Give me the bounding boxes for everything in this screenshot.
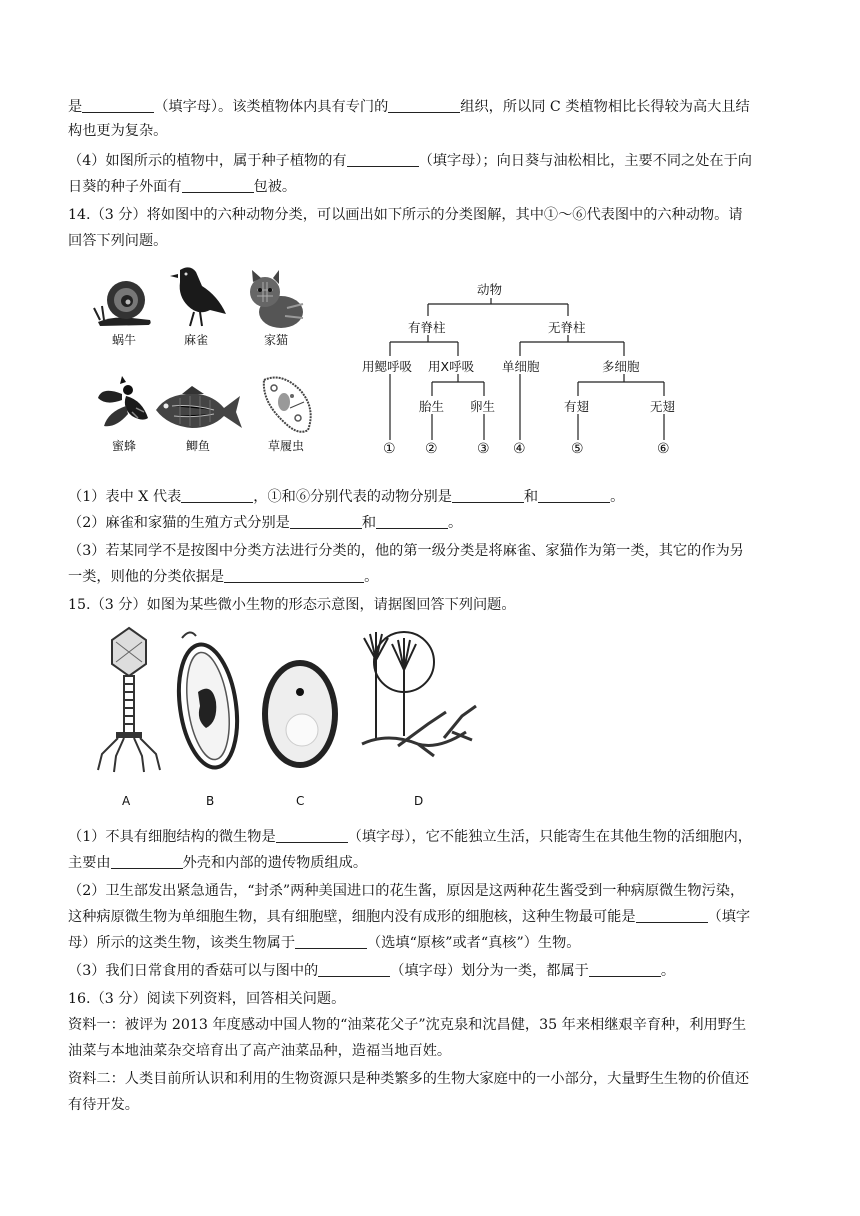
q16-intro: 16.（3 分）阅读下列资料，回答相关问题。 [68,991,346,1007]
cat-item [238,268,314,348]
q13-sub4-line-1: （4）如图所示的植物中，属于种子植物的有 （填字母）；向日葵与油松相比，主要不同之处在于向 [68,153,752,169]
cat-icon [243,268,309,332]
classification-tree [350,276,690,466]
microbe-label: A [122,794,131,808]
tree-wingless: 无翅 [650,399,676,414]
q15-sub1-line-2: 主要由 外壳和内部的遗传物质组成。 [68,855,368,871]
tree-leaf: ① [383,441,396,457]
answer-blank[interactable] [295,933,367,949]
tree-multicellular: 多细胞 [602,359,640,374]
answer-blank[interactable] [276,827,348,843]
answer-blank[interactable] [82,97,154,113]
answer-blank[interactable] [636,907,708,923]
answer-blank[interactable] [347,151,419,167]
snail-icon [92,270,156,332]
tree-vertebrate: 有脊柱 [408,320,446,335]
animal-label: 鲫鱼 [185,439,210,453]
microbe-d [358,620,488,806]
q13-line-2: 构也更为复杂。 [68,123,168,139]
paramecium-item [246,372,326,454]
answer-blank[interactable] [181,487,253,503]
answer-blank[interactable] [318,961,390,977]
tree-leaf: ⑥ [657,441,670,457]
answer-blank[interactable] [182,177,254,193]
answer-blank[interactable] [388,97,460,113]
q15-intro: 15.（3 分）如图为某些微小生物的形态示意图，请据图回答下列问题。 [68,597,516,613]
q14-intro-line-2: 回答下列问题。 [68,233,168,249]
carp-item [152,384,244,454]
q15-sub3: （3）我们日常食用的香菇可以与图中的 （填字母）划分为一类，都属于 。 [68,963,676,979]
q14-sub2: （2）麻雀和家猫的生殖方式分别是 和 。 [68,515,463,531]
answer-blank[interactable] [589,961,661,977]
tree-oviparous: 卵生 [470,399,496,414]
sparrow-item [158,260,234,348]
paramecium-icon [254,372,318,438]
tree-leaf: ③ [477,441,490,457]
microbe-figure [88,620,488,810]
answer-blank[interactable] [290,513,362,529]
answer-blank[interactable] [111,853,183,869]
bee-item [86,372,162,454]
yeast-icon [256,626,346,776]
q16-material2-line-2: 有待开发。 [68,1097,139,1113]
answer-blank[interactable] [538,487,610,503]
microbe-label: C [296,794,305,808]
microbe-label: D [414,794,424,808]
tree-gill-breathing: 用鳃呼吸 [362,359,413,374]
tree-root: 动物 [477,282,503,297]
q15-sub2-line-1: （2）卫生部发出紧急通告，“封杀”两种美国进口的花生酱，原因是这两种花生酱受到一种病原微生物污染， [68,883,745,899]
answer-blank[interactable] [224,567,364,583]
mold-icon [358,620,488,770]
bacterium-icon [172,626,242,776]
animal-label: 草履虫 [267,439,304,453]
snail-item [86,270,162,348]
answer-blank[interactable] [376,513,448,529]
q15-sub2-line-3: 母）所示的这类生物，该类生物属于 （选填“原核”或者“真核”）生物。 [68,935,581,951]
q15-sub2-line-2: 这种病原微生物为单细胞生物，具有细胞壁，细胞内没有成形的细胞核，这种生物最可能是 （填字 [68,909,751,925]
tree-leaf: ⑤ [571,441,584,457]
animal-label: 麻雀 [183,333,208,347]
animal-label: 家猫 [263,333,288,347]
bee-icon [92,372,156,438]
q16-material1-line-1: 资料一：被评为 2013 年度感动中国人物的“油菜花父子”沈克泉和沈昌健，35 年来相继艰辛育种，利用野生 [68,1017,747,1033]
tree-unicellular: 单细胞 [502,359,540,374]
q15-sub1-line-1: （1）不具有细胞结构的微生物是 （填字母），它不能独立生活，只能寄生在其他生物的活细胞内， [68,829,752,845]
tree-viviparous: 胎生 [419,399,445,414]
microbe-label: B [206,794,215,808]
q14-sub3-line-2: 一类，则他的分类依据是 。 [68,569,379,585]
q14-sub3-line-1: （3）若某同学不是按图中分类方法进行分类的，他的第一级分类是将麻雀、家猫作为第一类，其它的作为另 [68,543,744,559]
animal-figure [92,268,332,468]
fish-icon [152,384,244,438]
q13-line-1: 是 （填字母）。该类植物体内具有专门的 组织，所以同 C 类植物相比长得较为高大且结 [68,99,750,115]
microbe-c [256,626,346,806]
answer-blank[interactable] [452,487,524,503]
microbe-b [172,626,242,806]
q14-sub1: （1）表中 X 代表 ，①和⑥分别代表的动物分别是 和 。 [68,489,625,505]
animal-label: 蜗牛 [111,333,136,347]
q16-material1-line-2: 油菜与本地油菜杂交培育出了高产油菜品种，造福当地百姓。 [68,1043,452,1059]
tree-invertebrate: 无脊柱 [548,320,586,335]
tree-leaf: ④ [513,441,526,457]
microbe-a [94,626,164,806]
animal-label: 蜜蜂 [111,439,136,453]
q14-intro-line-1: 14.（3 分）将如图中的六种动物分类，可以画出如下所示的分类图解，其中①～⑥代表图中的六种动物。请 [68,207,743,223]
virus-icon [94,626,164,776]
tree-winged: 有翅 [564,399,590,414]
sparrow-icon [160,260,232,332]
tree-leaf: ② [425,441,438,457]
tree-x-breathing: 用X呼吸 [428,359,475,374]
q16-material2-line-1: 资料二：人类目前所认识和利用的生物资源只是种类繁多的生物大家庭中的一小部分，大量野生生物的价值还 [68,1071,750,1087]
q13-sub4-line-2: 日葵的种子外面有 包被。 [68,179,297,195]
